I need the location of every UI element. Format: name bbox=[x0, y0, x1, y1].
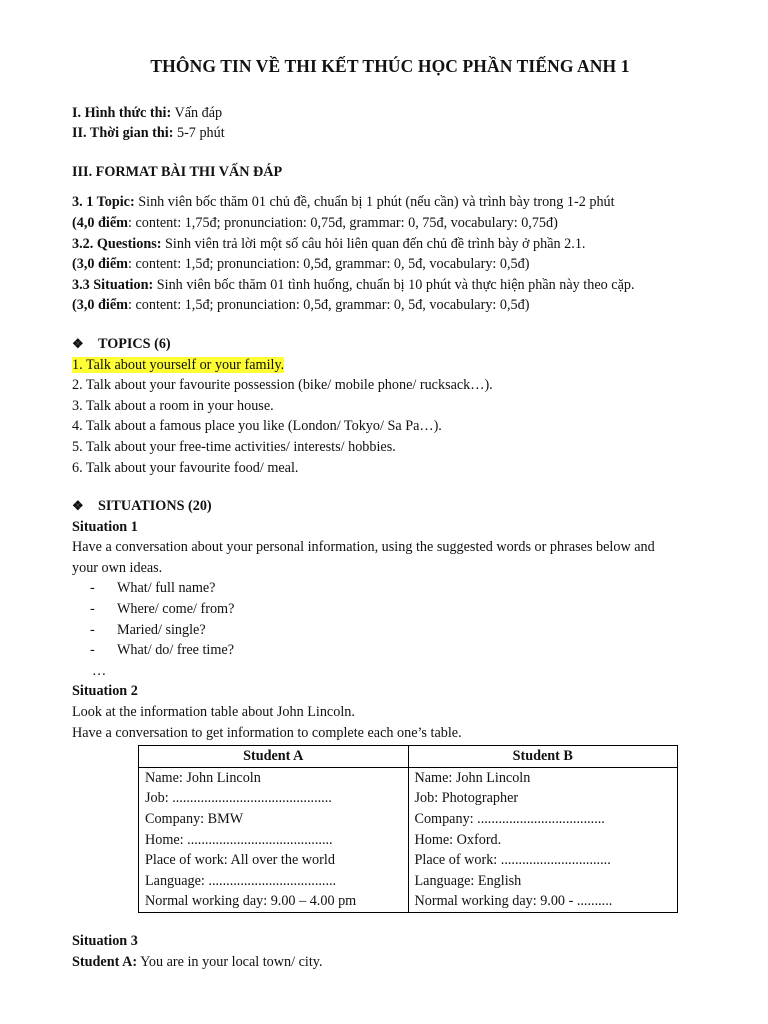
list-item: - What/ do/ free time? bbox=[90, 642, 234, 659]
part-situation-label: 3.3 Situation: bbox=[72, 276, 154, 293]
document-title: THÔNG TIN VỀ THI KẾT THÚC HỌC PHẦN TIẾNG ANH 1 bbox=[150, 56, 630, 76]
section3-title: III. FORMAT BÀI THI VẤN ĐÁP bbox=[72, 163, 283, 180]
table-cell: Company: .................................... bbox=[414, 811, 605, 827]
list-item: - What/ full name? bbox=[90, 580, 216, 597]
exam-time-line bbox=[72, 123, 708, 144]
topic-item: 6. Talk about your favourite food/ meal. bbox=[72, 459, 299, 476]
part-questions-score-label: 3,0 điểm bbox=[76, 256, 128, 273]
topics-heading bbox=[72, 334, 708, 355]
topic-item: 3. Talk about a room in your house. bbox=[72, 397, 274, 414]
situation-1-title: Situation 1 bbox=[72, 518, 138, 535]
table-cell: Job: ............................................. bbox=[145, 790, 332, 807]
exam-format-label: I. Hình thức thi: bbox=[72, 104, 172, 121]
part-topic-text: Sinh viên bốc thăm 01 chủ đề, chuẩn bị 1 phút (nếu cần) và trình bày trong 1-2 phút bbox=[134, 194, 615, 211]
exam-format-value: Vấn đáp bbox=[171, 104, 223, 121]
situation-1-intro: Have a conversation about your personal information, using the suggested words or phrases below and bbox=[72, 539, 655, 556]
table-header-student-b: Student B bbox=[408, 746, 678, 768]
situation-1-prompts bbox=[72, 578, 708, 660]
situation-1-ellipsis: … bbox=[92, 662, 107, 679]
table-cell: Place of work: ............................... bbox=[414, 852, 611, 869]
topics-heading-text: TOPICS (6) bbox=[98, 335, 171, 352]
table-cell: Home: Oxford. bbox=[414, 831, 502, 848]
topic-item: 2. Talk about your favourite possession (bike/ mobile phone/ rucksack…). bbox=[72, 377, 493, 394]
part-situation-score-label: 3,0 điểm bbox=[76, 297, 128, 314]
topic-item-highlighted: 1. Talk about yourself or your family. bbox=[72, 356, 285, 373]
list-item: - Maried/ single? bbox=[90, 621, 206, 638]
table-header-student-a: Student A bbox=[139, 746, 409, 768]
table-cell: Normal working day: 9.00 - .......... bbox=[414, 893, 613, 910]
situation-1-intro-cont: your own ideas. bbox=[72, 559, 163, 576]
part-situation-score: (3,0 điểm: content: 1,5đ; pronunciation: 0,5đ, grammar: 0, 5đ, vocabulary: 0,5đ) bbox=[72, 297, 530, 314]
information-table bbox=[138, 745, 678, 913]
part-situation-text: Sinh viên bốc thăm 01 tình huống, chuẩn bị 10 phút và thực hiện phần này theo cặp. bbox=[153, 276, 635, 293]
part-topic-score-text: : content: 1,75đ; pronunciation: 0,75đ, grammar: 0, 75đ, vocabulary: 0,75đ) bbox=[127, 214, 558, 231]
diamond-bullet-icon: ❖ bbox=[72, 498, 84, 514]
table-cell: Language: .................................... bbox=[145, 872, 337, 889]
diamond-bullet-icon: ❖ bbox=[72, 335, 84, 351]
part-questions-score: (3,0 điểm: content: 1,5đ; pronunciation: 0,5đ, grammar: 0, 5đ, vocabulary: 0,5đ) bbox=[72, 256, 530, 273]
student-a-column bbox=[139, 767, 409, 912]
table-cell: Name: John Lincoln bbox=[414, 769, 531, 786]
topic-item: 5. Talk about your free-time activities/ interests/ hobbies. bbox=[72, 438, 396, 455]
part-situation-line bbox=[72, 275, 708, 296]
exam-time-label: II. Thời gian thi: bbox=[72, 125, 174, 142]
list-item: - Where/ come/ from? bbox=[90, 601, 235, 618]
part-questions-line bbox=[72, 234, 708, 255]
topic-item: 4. Talk about a famous place you like (London/ Tokyo/ Sa Pa…). bbox=[72, 418, 442, 435]
situation-3-label: Student A: bbox=[72, 953, 138, 970]
table-cell: Home: ......................................... bbox=[145, 831, 333, 848]
situation-3-title: Situation 3 bbox=[72, 932, 138, 949]
table-cell: Language: English bbox=[414, 872, 522, 889]
table-cell: Name: John Lincoln bbox=[145, 769, 261, 786]
part-topic-score-label: 4,0 điểm bbox=[76, 214, 128, 231]
part-questions-score-text: : content: 1,5đ; pronunciation: 0,5đ, grammar: 0, 5đ, vocabulary: 0,5đ) bbox=[127, 256, 530, 273]
part-questions-label: 3.2. Questions: bbox=[72, 235, 162, 252]
exam-time-value: 5-7 phút bbox=[173, 125, 225, 142]
part-topic-label: 3. 1 Topic: bbox=[72, 194, 135, 211]
student-b-column bbox=[408, 767, 678, 912]
situation-3-line bbox=[72, 952, 708, 973]
table-cell: Place of work: All over the world bbox=[145, 852, 335, 869]
table-cell: Normal working day: 9.00 – 4.00 pm bbox=[145, 893, 357, 910]
situation-2-line2: Have a conversation to get information to complete each one’s table. bbox=[72, 724, 462, 741]
situations-heading-text: SITUATIONS (20) bbox=[98, 498, 212, 515]
topic-item bbox=[72, 355, 708, 376]
part-topic-line bbox=[72, 192, 708, 213]
exam-format-line bbox=[72, 103, 708, 124]
situation-2-line1: Look at the information table about John Lincoln. bbox=[72, 704, 355, 721]
part-situation-score-text: : content: 1,5đ; pronunciation: 0,5đ, grammar: 0, 5đ, vocabulary: 0,5đ) bbox=[127, 297, 530, 314]
table-cell: Job: Photographer bbox=[414, 790, 519, 807]
situation-2-title: Situation 2 bbox=[72, 683, 138, 700]
part-questions-text: Sinh viên trả lời một số câu hỏi liên quan đến chủ đề trình bày ở phần 2.1. bbox=[161, 235, 586, 252]
part-topic-score: (4,0 điểm: content: 1,75đ; pronunciation: 0,75đ, grammar: 0, 75đ, vocabulary: 0,75đ) bbox=[72, 214, 558, 231]
table-cell: Company: BMW bbox=[145, 811, 244, 827]
situation-3-text: You are in your local town/ city. bbox=[137, 953, 323, 970]
situations-heading bbox=[72, 496, 708, 517]
